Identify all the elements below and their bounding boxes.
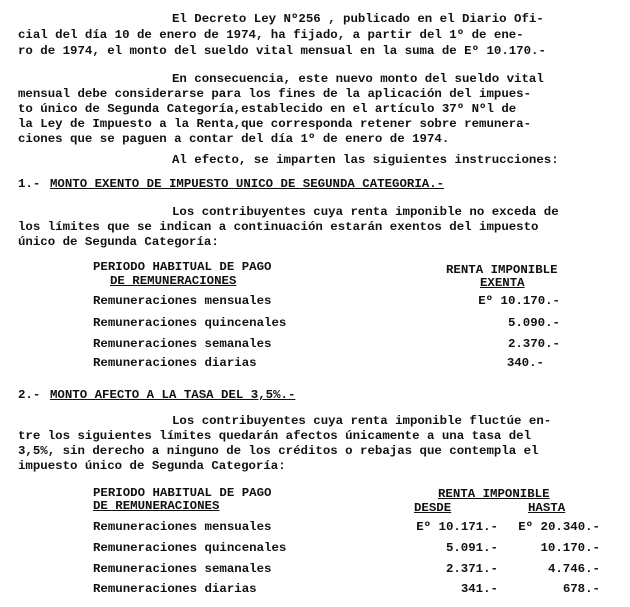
section2-para-line-3: 3,5%, sin derecho a ninguno de los créditos o rebajas que contempla el xyxy=(18,444,539,458)
s1-col1-header-line-1: PERIODO HABITUAL DE PAGO xyxy=(93,260,272,274)
section2-para-line-2: tre los siguientes límites quedarán afectos únicamente a una tasa del xyxy=(18,429,532,443)
s2-row-to: 678.- xyxy=(562,582,600,596)
s2-row-to: Eº 20.340.- xyxy=(518,520,600,534)
s2-row-from: 5.091.- xyxy=(445,541,498,555)
s2-row-period: Remuneraciones mensuales xyxy=(93,520,272,534)
s2-col2-header: RENTA IMPONIBLE xyxy=(438,487,550,501)
s1-row-period: Remuneraciones quincenales xyxy=(93,316,287,330)
s1-row-period: Remuneraciones diarias xyxy=(93,356,257,370)
section1-heading: MONTO EXENTO DE IMPUESTO UNICO DE SEGUNDA CATEGORIA.- xyxy=(50,177,445,191)
section1-para-line-2: los límites que se indican a continuación estarán exentos del impuesto xyxy=(18,220,539,234)
s2-row-period: Remuneraciones quincenales xyxy=(93,541,287,555)
s2-row-period: Remuneraciones diarias xyxy=(93,582,257,596)
section2-number: 2.- xyxy=(18,388,41,402)
s1-row-amount: Eº 10.170.- xyxy=(478,294,560,308)
s1-col2-header-line-1: RENTA IMPONIBLE xyxy=(446,263,558,277)
s2-col2-sub-hasta: HASTA xyxy=(528,501,566,515)
s1-col1-header-line-2: DE REMUNERACIONES xyxy=(110,274,237,288)
intro-p2-line-4: la Ley de Impuesto a la Renta,que corresponda retener sobre remunera- xyxy=(18,117,532,131)
s1-row-period: Remuneraciones mensuales xyxy=(93,294,272,308)
intro-p1-line-1: El Decreto Ley Nº256 , publicado en el Diario Ofi- xyxy=(172,12,544,26)
s2-col2-sub-desde: DESDE xyxy=(414,501,452,515)
section1-para-line-1: Los contribuyentes cuya renta imponible no exceda de xyxy=(172,205,559,219)
s2-row-from: Eº 10.171.- xyxy=(416,520,498,534)
s1-row-amount: 2.370.- xyxy=(507,337,560,351)
s2-row-to: 10.170.- xyxy=(540,541,600,555)
section2-para-line-4: impuesto único de Segunda Categoría: xyxy=(18,459,286,473)
intro-p1-line-3: ro de 1974, el monto del sueldo vital mensual en la suma de Eº 10.170.- xyxy=(18,44,546,58)
section1-number: 1.- xyxy=(18,177,41,191)
s1-row-amount: 340.- xyxy=(506,356,544,370)
s2-row-from: 2.371.- xyxy=(445,562,498,576)
s2-col1-header-line-2: DE REMUNERACIONES xyxy=(93,499,220,513)
s2-row-to: 4.746.- xyxy=(547,562,600,576)
s2-row-from: 341.- xyxy=(460,582,498,596)
intro-p1-line-2: cial del día 10 de enero de 1974, ha fijado, a partir del 1º de ene- xyxy=(18,28,524,42)
s1-col2-header-line-2: EXENTA xyxy=(480,276,525,290)
intro-p3: Al efecto, se imparten las siguientes instrucciones: xyxy=(172,153,559,167)
s2-row-period: Remuneraciones semanales xyxy=(93,562,272,576)
intro-p2-line-1: En consecuencia, este nuevo monto del sueldo vital xyxy=(172,72,544,86)
intro-p2-line-2: mensual debe considerarse para los fines de la aplicación del impues- xyxy=(18,87,532,101)
s2-col1-header-line-1: PERIODO HABITUAL DE PAGO xyxy=(93,486,272,500)
section1-para-line-3: único de Segunda Categoría: xyxy=(18,235,219,249)
s1-row-period: Remuneraciones semanales xyxy=(93,337,272,351)
intro-p2-line-3: to único de Segunda Categoría,establecido en el artículo 37º Nºl de xyxy=(18,102,517,116)
intro-p2-line-5: ciones que se paguen a contar del día 1º de enero de 1974. xyxy=(18,132,450,146)
section2-para-line-1: Los contribuyentes cuya renta imponible fluctúe en- xyxy=(172,414,552,428)
section2-heading: MONTO AFECTO A LA TASA DEL 3,5%.- xyxy=(50,388,296,402)
s1-row-amount: 5.090.- xyxy=(507,316,560,330)
